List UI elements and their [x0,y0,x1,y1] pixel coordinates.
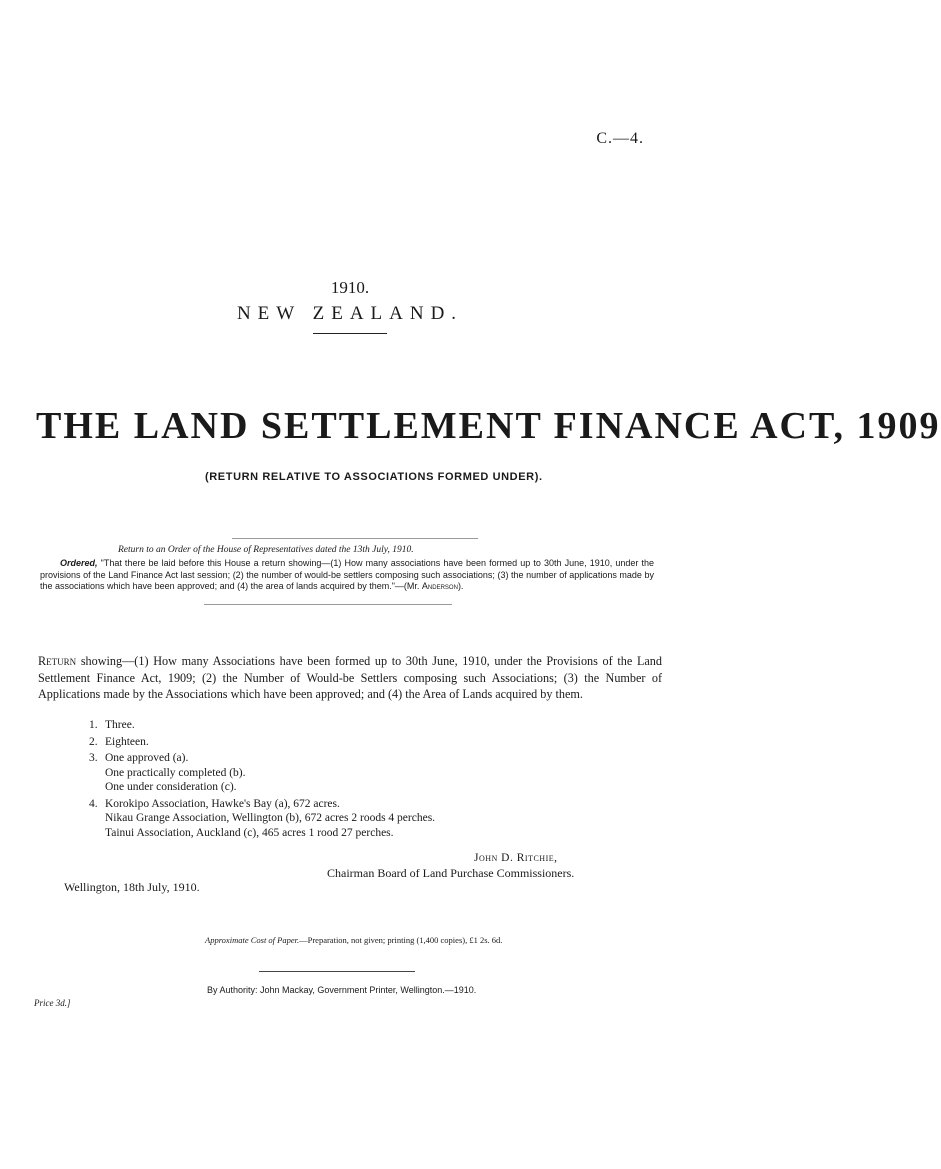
return-text: showing—(1) How many Associations have been formed up to 30th June, 1910, under the Provisions of the Land Settlement Finance Act, 1909; (2) the Number of Would-be Settlers composing such Associations; (3) the Number of Applications made by the Associations which have been approved; and (4) the Area of Lands acquired by them. [38,654,662,701]
order-line: Return to an Order of the House of Representatives dated the 13th July, 1910. [118,545,414,555]
item-number: 2. [89,735,98,748]
list-item [89,797,435,841]
place-date: Wellington, 18th July, 1910. [64,880,200,894]
signatory-title: Chairman Board of Land Purchase Commissioners. [327,866,575,880]
cost-note [205,935,502,945]
price-note: Price 3d.] [34,998,71,1008]
ordered-word: Ordered, [60,558,98,568]
member-name: Anderson [421,581,458,591]
ordered-text: "That there be laid before this House a return showing—(1) How many associations have been formed up to 30th June, 1910, under the provisions of the Land Finance Act last session; (2) the number of would-be settlers composing such associations; (3) the number of applications made by the associations which have been approved; and (4) the area of lands acquired by them."—(Mr. [40,558,654,591]
act-subtitle: (RETURN RELATIVE TO ASSOCIATIONS FORMED UNDER). [205,471,543,483]
divider [232,538,478,539]
printer-authority: By Authority: John Mackay, Government Printer, Wellington.—1910. [207,985,477,995]
item-number: 1. [89,719,98,731]
list-item [89,718,435,733]
country-heading: NEW ZEALAND. [236,303,464,324]
cost-text: —Preparation, not given; printing (1,400 copies), £1 2s. 6d. [299,935,503,945]
return-lead: Return [38,654,77,668]
item-line: One practically completed (b). [105,766,246,779]
order-paragraph [40,558,654,593]
ordered-end: ). [457,581,464,591]
item-line: Tainui Association, Auckland (c), 465 acres 1 rood 27 perches. [105,826,394,839]
item-number: 3. [89,752,98,764]
divider [313,333,387,334]
signatory-name: John D. Ritchie, [474,852,558,864]
year-heading: 1910. [330,278,370,297]
item-number: 4. [89,797,98,810]
item-line: One approved (a). [105,752,189,764]
item-line: One under consideration (c). [105,781,237,793]
act-title: THE LAND SETTLEMENT FINANCE ACT, 1909 [36,405,941,447]
paper-code: C.—4. [596,130,644,147]
list-item [89,735,435,750]
divider [259,971,415,972]
item-line: Three. [105,719,135,731]
divider [204,604,452,605]
item-line: Nikau Grange Association, Wellington (b), 672 acres 2 roods 4 perches. [105,812,436,824]
list-item [89,751,435,795]
return-paragraph [38,653,662,703]
answer-list [89,718,435,840]
item-line: Eighteen. [105,735,149,748]
cost-label: Approximate Cost of Paper. [205,935,300,945]
item-line: Korokipo Association, Hawke's Bay (a), 672 acres. [105,797,340,810]
